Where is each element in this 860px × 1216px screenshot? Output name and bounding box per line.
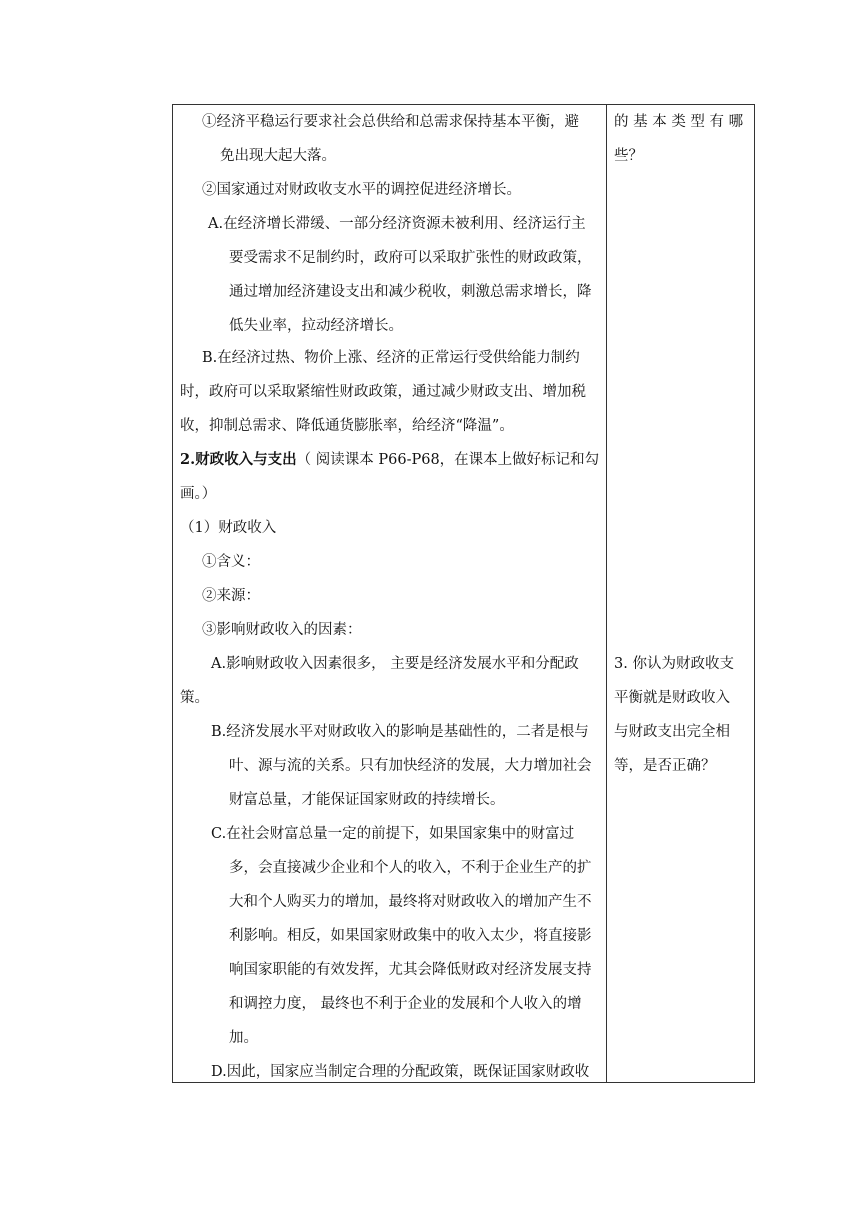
text-line: 多，会直接减少企业和个人的收入，不利于企业生产的扩: [229, 860, 592, 876]
text-line: 大和个人购买力的增加，最终将对财政收入的增加产生不: [229, 894, 592, 910]
text-line: 利影响。相反，如果国家财政集中的收入太少，将直接影: [229, 928, 592, 944]
text-line: ①含义：: [202, 554, 260, 570]
text-line: 策。: [180, 690, 209, 706]
question-line: 3. 你认为财政收支: [614, 656, 734, 672]
text-line: 加。: [229, 1030, 258, 1046]
text-line: B.在经济过热、物价上涨、经济的正常运行受供给能力制约: [202, 350, 580, 366]
question-line: 平衡就是财政收入: [614, 690, 730, 706]
text-line: ③影响财政收入的因素：: [202, 622, 362, 638]
text-line: ②来源：: [202, 588, 260, 604]
text-line: 通过增加经济建设支出和减少税收，刺激总需求增长，降: [229, 284, 592, 300]
text-line: B.经济发展水平对财政收入的影响是基础性的，二者是根与: [211, 724, 589, 740]
text-line: 免出现大起大落。: [220, 148, 336, 164]
text-line: 叶、源与流的关系。只有加快经济的发展，大力增加社会: [229, 758, 592, 774]
question-line: 等，是否正确？: [614, 758, 716, 774]
question-line: 些？: [614, 148, 643, 164]
section-title: 2.财政收入与支出: [180, 451, 297, 468]
column-divider: [606, 105, 607, 1082]
text-line: 收，抑制总需求、降低通货膨胀率，给经济“降温”。: [180, 418, 514, 434]
text-line: ①经济平稳运行要求社会总供给和总需求保持基本平衡，避: [202, 114, 579, 130]
text-line: 财富总量，才能保证国家财政的持续增长。: [229, 792, 505, 808]
text-line: 低失业率，拉动经济增长。: [229, 318, 403, 334]
text-line: 画。）: [180, 486, 217, 502]
text-line: ②国家通过对财政收支水平的调控促进经济增长。: [202, 182, 521, 198]
text-line: A.在经济增长滞缓、一部分经济资源未被利用、经济运行主: [208, 216, 586, 232]
text-line: 要受需求不足制约时，政府可以采取扩张性的财政政策，: [229, 250, 592, 266]
text-line: 和调控力度， 最终也不利于企业的发展和个人收入的增: [229, 996, 582, 1012]
question-line: 的 基 本 类 型 有 哪: [614, 114, 744, 130]
section-instruction: （ 阅读课本 P66-P68，在课本上做好标记和勾: [296, 452, 600, 468]
text-line: D.因此，国家应当制定合理的分配政策，既保证国家财政收: [211, 1064, 590, 1080]
text-line: A.影响财政收入因素很多， 主要是经济发展水平和分配政: [211, 656, 579, 672]
question-line: 与财政支出完全相: [614, 724, 730, 740]
text-line: C.在社会财富总量一定的前提下，如果国家集中的财富过: [211, 826, 575, 842]
section-heading: [180, 450, 599, 470]
subsection-title: （1）财政收入: [180, 520, 277, 536]
text-line: 时，政府可以采取紧缩性财政政策，通过减少财政支出、增加税: [180, 384, 586, 400]
text-line: 响国家职能的有效发挥，尤其会降低财政对经济发展支持: [229, 962, 592, 978]
